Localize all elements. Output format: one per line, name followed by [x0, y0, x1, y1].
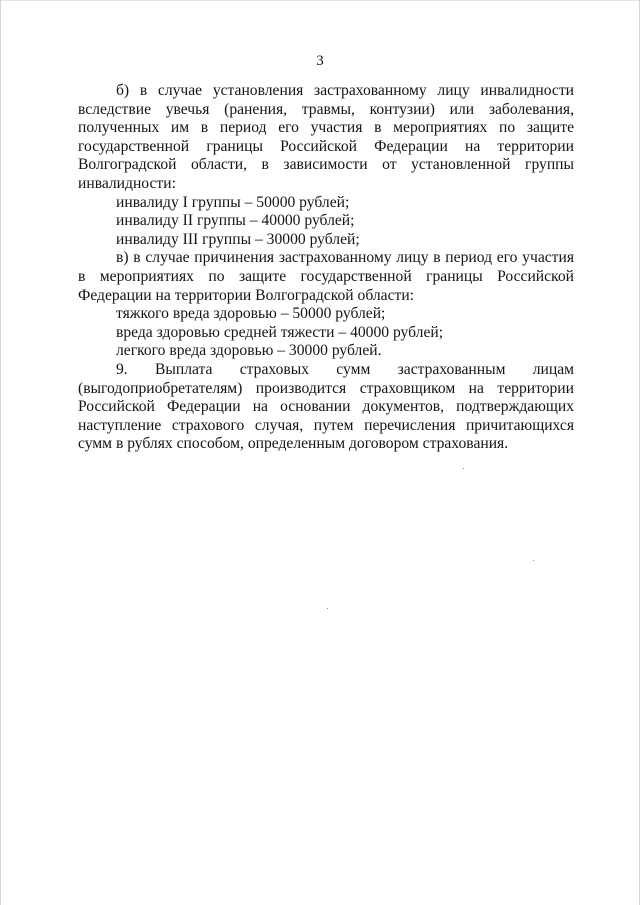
paragraph-payment: 9. Выплата страховых сумм застрахованным лицам (выгодоприобретателям) производится страховщиком на территории Российской Федерации на основании документов, подтверждающих наступление страхового случая, путем перечисления причитающихся сумм в рублях способом, определенным договором страхования.: [78, 360, 574, 453]
list-item-disability-group-3: инвалиду III группы – 30000 рублей;: [116, 230, 360, 248]
list-item-medium-harm: вреда здоровью средней тяжести – 40000 рублей;: [116, 323, 444, 341]
scan-top-edge: [0, 0, 640, 1]
list-item-severe-harm: тяжкого вреда здоровью – 50000 рублей;: [116, 305, 386, 323]
scan-left-edge: [0, 0, 1, 905]
scan-speck: [463, 468, 464, 469]
scan-speck: [327, 608, 328, 609]
scan-speck: [533, 560, 534, 561]
page-number: 3: [316, 53, 324, 69]
list-item-disability-group-2: инвалиду II группы – 40000 рублей;: [116, 212, 355, 230]
list-item-light-harm: легкого вреда здоровью – 30000 рублей.: [116, 342, 382, 360]
document-body: [78, 82, 574, 454]
list-item-disability-group-1: инвалиду I группы – 50000 рублей;: [116, 193, 350, 211]
paragraph-disability: б) в случае установления застрахованному лицу инвалидности вследствие увечья (ранения, травмы, контузии) или заболевания, полученных им в период его участия в мероприятиях по защите государственной границы Российской Федерации на территории Волгоградской области, в зависимости от установленной группы инвалидности:: [78, 82, 574, 192]
paragraph-health-harm: в) в случае причинения застрахованному лицу в период его участия в мероприятиях по защите государственной границы Российской Федерации на территории Волгоградской области:: [78, 249, 574, 304]
